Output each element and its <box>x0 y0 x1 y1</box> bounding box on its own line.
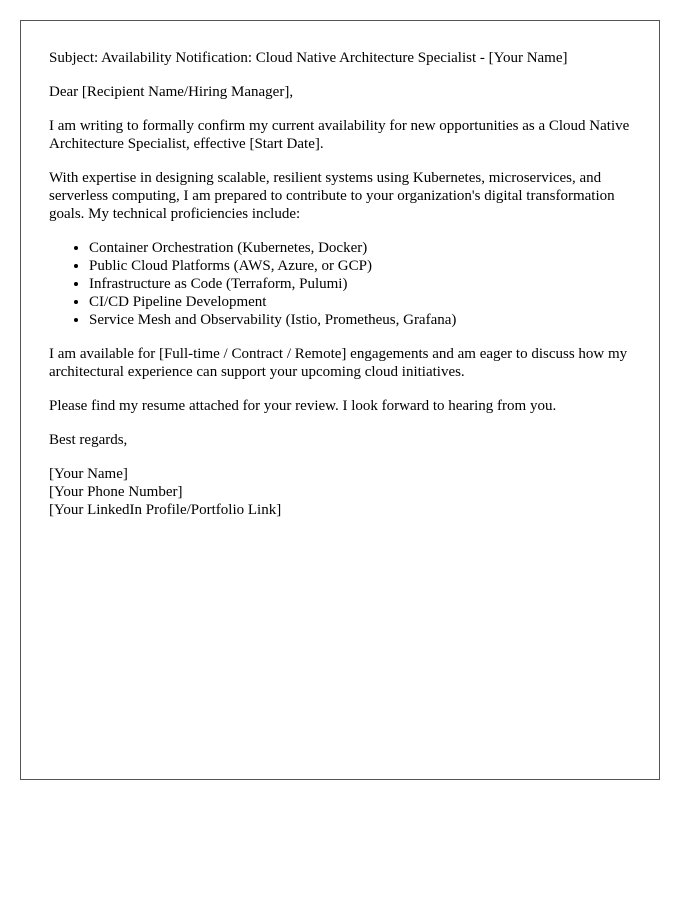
list-item: • Infrastructure as Code (Terraform, Pulumi) <box>89 275 631 293</box>
signature-name: [Your Name] <box>49 466 128 482</box>
paragraph-expertise: With expertise in designing scalable, resilient systems using Kubernetes, microservices, and serverless computing, I am prepared to contribute to your organization's digital transformation goals. My technical proficiencies include: <box>49 170 615 222</box>
skills-list <box>49 239 631 329</box>
letter <box>20 20 660 780</box>
list-item: • CI/CD Pipeline Development <box>89 293 631 311</box>
paragraph-engagement: I am available for [Full-time / Contract / Remote] engagements and am eager to discuss how my architectural experience can support your upcoming cloud initiatives. <box>49 346 628 380</box>
paragraph-availability: I am writing to formally confirm my current availability for new opportunities as a Cloud Native Architecture Specialist, effective [Start Date]. <box>49 118 630 152</box>
paragraph-resume: Please find my resume attached for your review. I look forward to hearing from you. <box>49 398 557 414</box>
closing: Best regards, <box>49 432 128 448</box>
signature-link: [Your LinkedIn Profile/Portfolio Link] <box>49 502 282 518</box>
list-item: • Service Mesh and Observability (Istio, Prometheus, Grafana) <box>89 311 631 329</box>
subject-line: Subject: Availability Notification: Cloud Native Architecture Specialist - [Your Name] <box>49 50 568 66</box>
greeting: Dear [Recipient Name/Hiring Manager], <box>49 84 294 100</box>
signature-phone: [Your Phone Number] <box>49 484 183 500</box>
signature-block <box>49 465 631 519</box>
list-item: • Public Cloud Platforms (AWS, Azure, or GCP) <box>89 257 631 275</box>
list-item: • Container Orchestration (Kubernetes, Docker) <box>89 239 631 257</box>
